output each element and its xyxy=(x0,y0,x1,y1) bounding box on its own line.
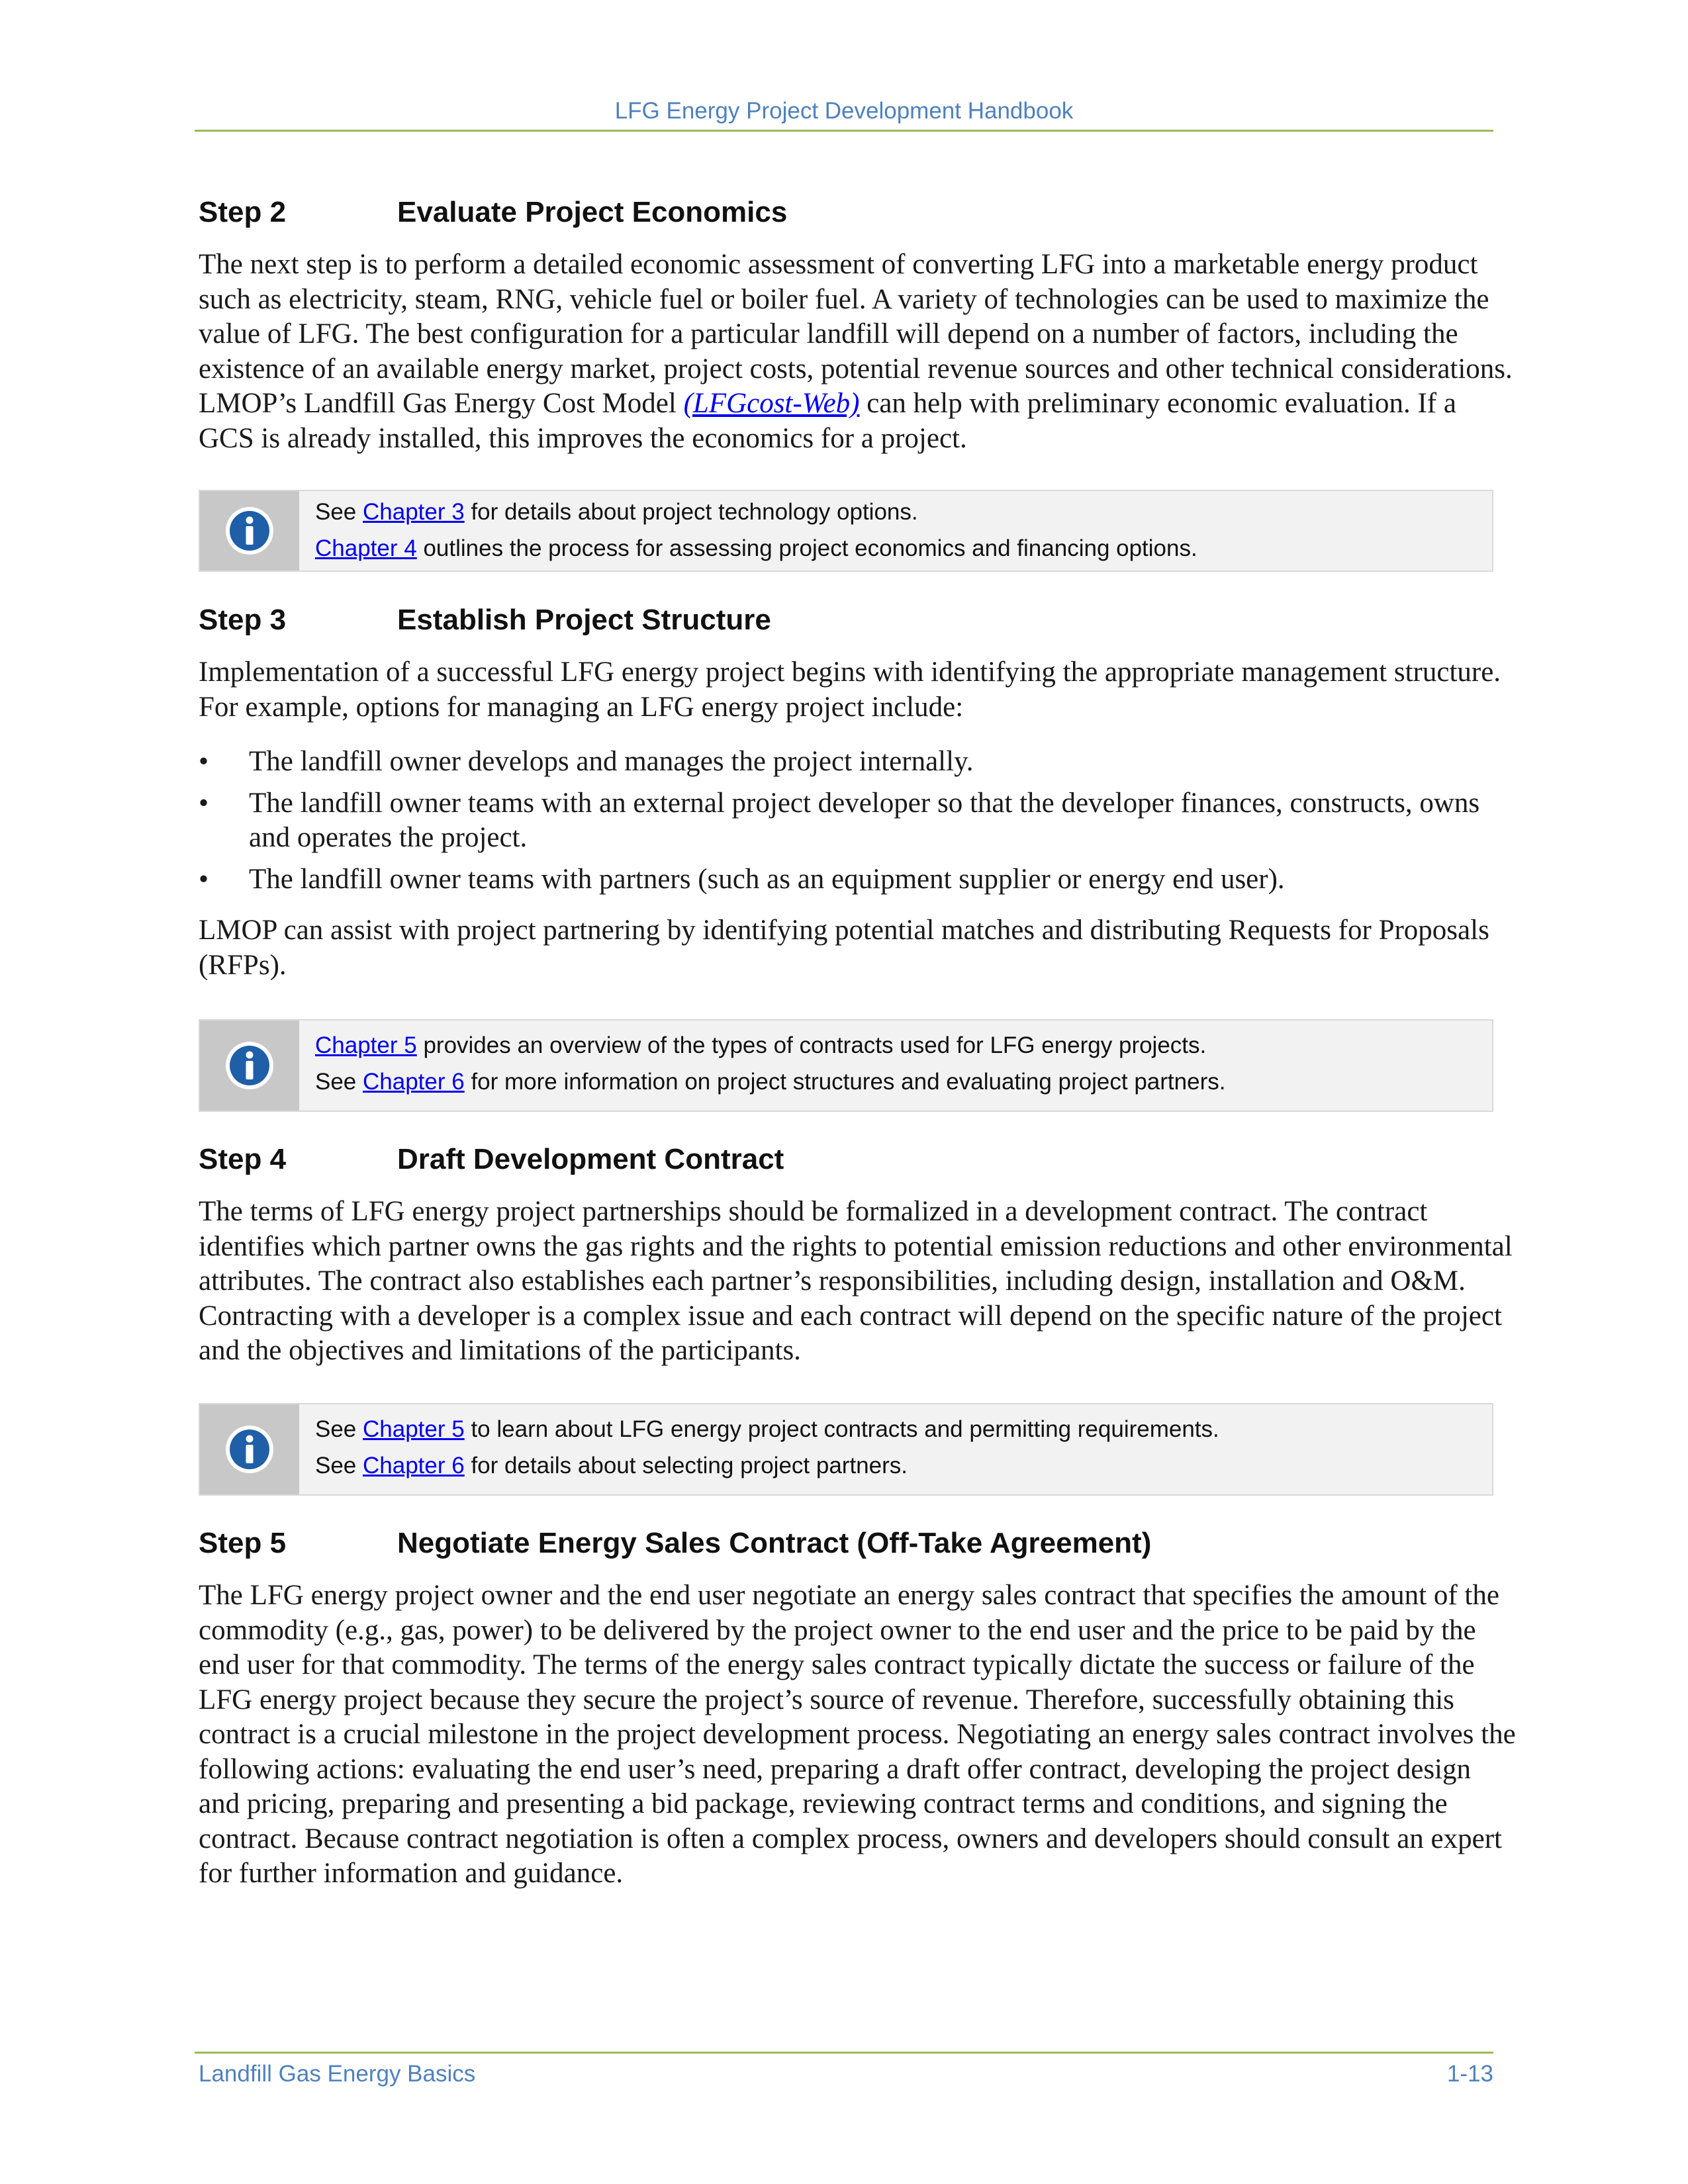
bullet-dot: • xyxy=(199,863,209,895)
callout-line xyxy=(315,530,1479,567)
step3-bullet-list xyxy=(199,745,1516,903)
lfgcost-web-link[interactable]: (LFGcost-Web) xyxy=(683,388,860,419)
callout-line xyxy=(315,1064,1479,1100)
step2-paragraph xyxy=(199,248,1516,456)
step2-text-b: can help with preliminary economic evaluation. If a GCS is already installed, this improves the economics for a project. xyxy=(199,388,1456,454)
page-header: LFG Energy Project Development Handbook xyxy=(614,98,1074,124)
callout-line xyxy=(315,494,1479,530)
step3-number: Step 3 xyxy=(199,604,287,636)
info-icon xyxy=(223,1423,276,1476)
step4-paragraph: The terms of LFG energy project partnerships should be formalized in a development contract. The contract identifies which partner owns the gas rights and the rights to potential emission reductions and other environmental attributes. The contract also establishes each partner’s responsibilities, including design, installation and O&M. Contracting with a developer is a complex issue and each contract will depend on the specific nature of the project and the objectives and limitations of the participants. xyxy=(199,1196,1513,1366)
callout-text: for details about project technology options. xyxy=(464,499,918,525)
step4-heading xyxy=(199,1143,784,1176)
list-item xyxy=(199,745,1516,780)
step2-number: Step 2 xyxy=(199,196,287,228)
list-item xyxy=(199,862,1516,897)
info-icon xyxy=(223,504,276,557)
callout-text: See xyxy=(315,1416,363,1442)
bullet-dot: • xyxy=(199,746,209,777)
header-rule xyxy=(195,130,1493,132)
callout-text: to learn about LFG energy project contracts and permitting requirements. xyxy=(464,1416,1219,1442)
footer-section-title: Landfill Gas Energy Basics xyxy=(199,2061,476,2087)
step3-title: Establish Project Structure xyxy=(397,604,771,636)
bullet-text: The landfill owner teams with an external project developer so that the developer finances, constructs, owns and operates the project. xyxy=(249,787,1480,853)
bullet-text: The landfill owner teams with partners (such as an equipment supplier or energy end user). xyxy=(249,863,1285,895)
step3-heading xyxy=(199,604,771,637)
step2-callout xyxy=(199,490,1493,572)
callout-text: outlines the process for assessing project economics and financing options. xyxy=(416,535,1197,561)
chapter6-link[interactable]: Chapter 6 xyxy=(363,1453,465,1479)
chapter3-link[interactable]: Chapter 3 xyxy=(363,499,465,525)
chapter6-link[interactable]: Chapter 6 xyxy=(363,1069,465,1095)
step4-number: Step 4 xyxy=(199,1143,287,1175)
step3-outro: LMOP can assist with project partnering by identifying potential matches and distributing Requests for Proposals (RFPs). xyxy=(199,915,1489,981)
step4-callout xyxy=(199,1403,1493,1496)
step2-text-a: The next step is to perform a detailed economic assessment of converting LFG into a marketable energy product such as electricity, steam, RNG, vehicle fuel or boiler fuel. A variety of technologies can be used to maximize the value of LFG. The best configuration for a particular landfill will depend on a number of factors, including the existence of an available energy market, project costs, potential revenue sources and other technical considerations. LMOP’s Landfill Gas Energy Cost Model xyxy=(199,249,1513,419)
step3-callout xyxy=(199,1019,1493,1112)
callout-text: for more information on project structures and evaluating project partners. xyxy=(464,1069,1226,1095)
step5-paragraph: The LFG energy project owner and the end user negotiate an energy sales contract that specifies the amount of the commodity (e.g., gas, power) to be delivered by the project owner to the end user and the price to be paid by the end user for that commodity. The terms of the energy sales contract typically dictate the success or failure of the LFG energy project because they secure the project’s source of revenue. Therefore, successfully obtaining this contract is a crucial milestone in the project development process. Negotiating an energy sales contract involves the following actions: evaluating the end user’s need, preparing a draft offer contract, developing the project design and pricing, preparing and presenting a bid package, reviewing contract terms and conditions, and signing the contract. Because contract negotiation is often a complex process, owners and developers should consult an expert for further information and guidance. xyxy=(199,1580,1516,1889)
callout-text: See xyxy=(315,499,363,525)
callout-icon-cell xyxy=(200,1404,299,1494)
callout-text: for details about selecting project partners. xyxy=(464,1453,908,1479)
info-icon xyxy=(223,1039,276,1092)
callout-icon-cell xyxy=(200,491,299,570)
chapter5-link[interactable]: Chapter 5 xyxy=(315,1032,417,1058)
callout-line xyxy=(315,1411,1479,1447)
callout-text: See xyxy=(315,1453,363,1479)
step3-intro: Implementation of a successful LFG energy project begins with identifying the appropriate management structure. For example, options for managing an LFG energy project include: xyxy=(199,657,1501,723)
step5-number: Step 5 xyxy=(199,1527,287,1559)
footer-rule xyxy=(195,2052,1493,2054)
callout-line xyxy=(315,1447,1479,1484)
chapter5-link[interactable]: Chapter 5 xyxy=(363,1416,465,1442)
step4-title: Draft Development Contract xyxy=(397,1143,784,1175)
callout-text: provides an overview of the types of contracts used for LFG energy projects. xyxy=(416,1032,1207,1058)
page-number: 1-13 xyxy=(1446,2061,1493,2087)
step5-heading xyxy=(199,1527,1151,1560)
step2-title: Evaluate Project Economics xyxy=(397,196,788,228)
chapter4-link[interactable]: Chapter 4 xyxy=(315,535,417,561)
step2-heading xyxy=(199,196,787,229)
callout-line xyxy=(315,1027,1479,1064)
bullet-text: The landfill owner develops and manages the project internally. xyxy=(249,746,974,777)
callout-text: See xyxy=(315,1069,363,1095)
callout-icon-cell xyxy=(200,1021,299,1111)
step5-title: Negotiate Energy Sales Contract (Off-Take Agreement) xyxy=(397,1527,1152,1559)
bullet-dot: • xyxy=(199,787,209,819)
list-item xyxy=(199,786,1516,856)
